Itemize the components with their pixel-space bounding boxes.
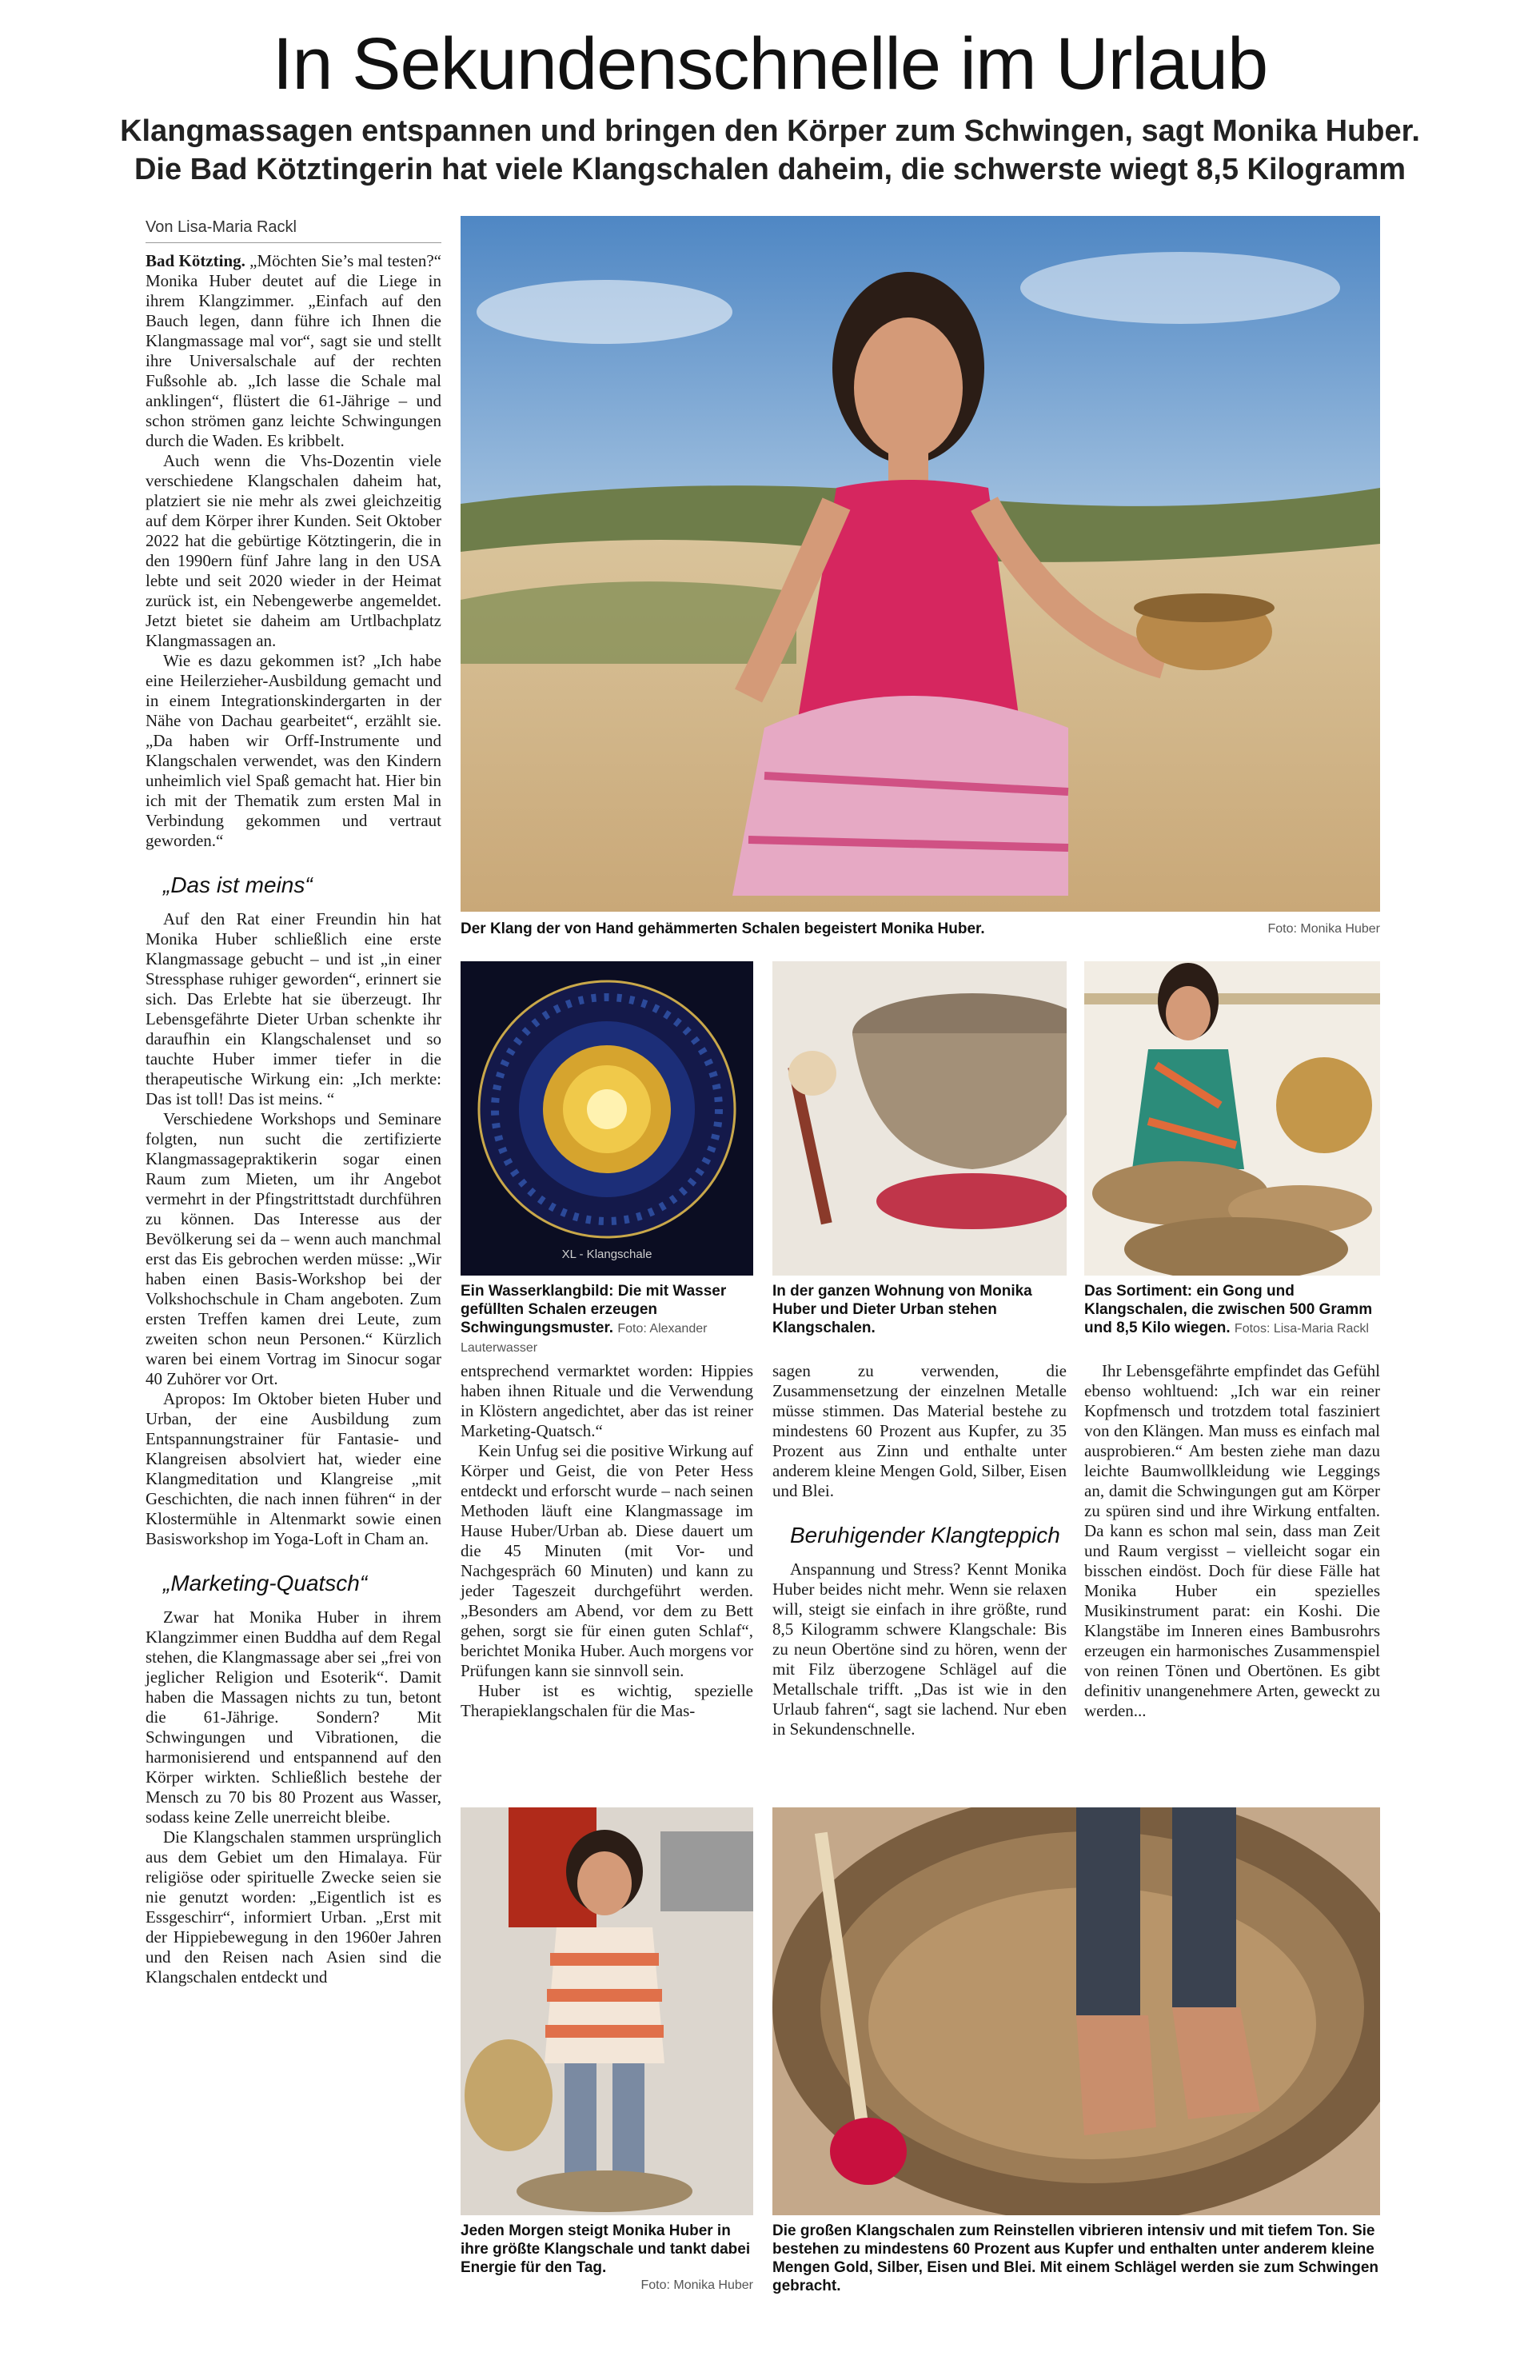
water-sound-image <box>461 961 753 1276</box>
subtitle <box>48 112 1492 189</box>
paragraph: Auch wenn die Vhs-Dozentin viele verschiedene Klangschalen daheim hat, platziert sie nie mehr als zwei gleichzeitig auf dem Körper ihrer Kunden. Seit Oktober 2022 hat die gebürtige Kötztingerin, die in den 1990ern fünf Jahre lang in den USA lebte und seit 2020 wieder in der Heimat zurück ist, ein Nebengewerbe angemeldet. Jetzt bietet sie daheim am Urtlbachplatz Klangmassagen an. <box>146 451 441 650</box>
paragraph: Zwar hat Monika Huber in ihrem Klangzimmer einen Buddha auf dem Regal stehen, die Klangmassage aber sei „frei von jeglicher Religion und Esoterik“. Damit haben die Massagen nichts zu tun, betont die 61-Jährige. Sondern? Mit Schwingungen und Vibrationen, die harmonisierend und entspannend auf den Körper wirkten. Schließlich bestehe der Mensch zu 70 bis 80 Prozent aus Wasser, sodass keine Zelle unerreicht bleibe. <box>146 1607 441 1827</box>
feet-in-bowl-photo <box>772 1807 1380 2215</box>
paragraph: entsprechend vermarktet worden: Hippies haben ihnen Rituale und die Verwendung in Klöstern angedichtet, aber das ist reiner Marketing-Quatsch.“ <box>461 1361 753 1440</box>
apartment-caption: In der ganzen Wohnung von Monika Huber und Dieter Urban stehen Klangschalen. <box>772 1283 1032 1336</box>
assortment-caption: Das Sortiment: ein Gong und Klangschalen, die zwischen 500 Gramm und 8,5 Kilo wiegen. Fotos: Lisa-Maria Rackl <box>1084 1283 1373 1336</box>
byline: Von Lisa-Maria Rackl <box>146 218 441 243</box>
paragraph: Apropos: Im Oktober bieten Huber und Urban, der eine Ausbildung zum Entspannungstrainer für Fantasie- und Klangreisen absolviert hat, wieder eine Klangmeditation und Klangreise „mit Geschichten, die nach innen führen“ in der Klostermühle in Altenmarkt sowie einen Basisworkshop im Yoga-Loft in Cham an. <box>146 1389 441 1548</box>
article-column-1 <box>146 218 441 1987</box>
water-sound-caption: Ein Wasserklangbild: Die mit Wasser gefüllten Schalen erzeugen Schwingungsmuster. Foto: Alexander Lauterwasser <box>461 1283 727 1355</box>
paragraph: Auf den Rat einer Freundin hin hat Monika Huber schließlich eine erste Klangmassage gebucht – und ist „in einer Stressphase ruhiger geworden“, erinnert sie sich. Das Erlebte hat sie überzeugt. Ihr Lebensgefährte Dieter Urban schenkte ihr daraufhin ein Klangschalenset und so tauchte Huber immer tiefer in die therapeutische Wirkung ein: „Ich merkte: Das ist toll! Das ist meins. “ <box>146 909 441 1108</box>
paragraph: Ihr Lebensgefährte empfindet das Gefühl ebenso wohltuend: „Ich war ein reiner Kopfmensch und trotzdem total fasziniert von den Klängen. Man muss es einfach mal ausprobieren.“ Am besten ziehe man dazu leichte Baumwollkleidung wie Leggings an, damit die Schwingungen gut am Körper zu spüren sind und ihre Wirkung entfalten. Da kann es schon mal sein, dass man Zeit und Raum vergisst – vielleicht sogar ein bisschen eindöst. Doch für diese Fälle hat Monika Huber ein spezielles Musikinstrument parat: ein Koshi. Die Klangstäbe im Inneren eines Bambusrohrs erzeugen ein harmonisches Zusammenspiel von reinen Tönen und Obertönen. Es gibt definitiv unangenehmere Arten, geweckt zu werden... <box>1084 1361 1380 1720</box>
morning-credit: Foto: Monika Huber <box>640 2278 753 2292</box>
paragraph: Anspannung und Stress? Kennt Monika Huber beides nicht mehr. Wenn sie relaxen will, steigt sie einfach in ihre größte, rund 8,5 Kilogramm schwere Klangschale: Bis zu neun Obertöne sind zu hören, wenn der mit Filz überzogene Schlägel auf die Metallschale trifft. „Das ist wie in den Urlaub fahren“, sagt sie lachend. Nur eben in Sekundenschnelle. <box>772 1559 1067 1739</box>
paragraph: Kein Unfug sei die positive Wirkung auf Körper und Geist, die von Peter Hess entdeckt und erforscht wurde – nach seinen Methoden läuft eine Klangmassage im Hause Huber/Urban ab. Diese dauert um die 45 Minuten (mit Vor- und Nachgespräch 60 Minuten) und kann zu jeder Tageszeit durchgeführt werden. „Besonders am Abend, vor dem zu Bett gehen, sorgt sie für einen guten Schlaf“, berichtet Monika Huber. Auch morgens vor Prüfungen kann sie sinnvoll sein. <box>461 1441 753 1680</box>
article-column-4 <box>1084 1361 1380 1721</box>
feet-caption: Die großen Klangschalen zum Reinstellen vibrieren intensiv und mit tiefem Ton. Sie bestehen zu mindestens 60 Prozent aus Kupfer und enthalten unter anderem kleine Mengen Gold, Silber, Eisen und Blei. Mit einem Schlägel werden sie zum Schwingen gebracht. <box>772 2222 1379 2294</box>
main-photo-caption: Der Klang der von Hand gehämmerten Schalen begeistert Monika Huber. <box>461 920 985 937</box>
paragraph: sagen zu verwenden, die Zusammensetzung der einzelnen Metalle müsse stimmen. Das Material bestehe zu mindestens 60 Prozent aus Kupfer, zu 35 Prozent aus Zinn und enthalte unter anderem kleine Mengen Gold, Silber, Eisen und Blei. <box>772 1361 1067 1500</box>
morning-bowl-photo <box>461 1807 753 2215</box>
water-sound-credit: Foto: Alexander Lauterwasser <box>461 1322 708 1355</box>
paragraph: Verschiedene Workshops und Seminare folgten, nun sucht die zertifizierte Klangmassagepraktikerin sogar einen Raum zum Mieten, um ihr Angebot vermehrt in der Pfingstrittstadt durchführen zu können. Das Interesse aus der Bevölkerung sei da – wenn auch manchmal erst das Eis gebrochen werden müsse: „Wir haben einen Basis-Workshop bei der Volkshochschule in Cham angeboten. Zum ersten Treffen kamen drei Leute, zum zweiten schon neun Personen.“ Kürzlich waren bei einem Vortrag im Sinocur sogar 40 Zuhörer vor Ort. <box>146 1109 441 1388</box>
morning-caption: Jeden Morgen steigt Monika Huber in ihre größte Klangschale und tankt dabei Energie für den Tag. <box>461 2222 751 2276</box>
paragraph: Die Klangschalen stammen ursprünglich aus dem Gebiet um den Himalaya. Für religiöse oder spirituelle Zwecke seien sie nie genutzt worden: „Eigentlich ist es Essgeschirr“, informiert Urban. „Erst mit der Hippiebewegung in den 1960er Jahren und den Reisen nach Asien sind die Klangschalen entdeckt und <box>146 1827 441 1987</box>
subheading: „Das ist meins“ <box>163 873 313 897</box>
article-column-2 <box>461 1361 753 1721</box>
main-photo <box>461 216 1380 912</box>
paragraph: Bad Kötzting. „Möchten Sie’s mal testen?“ Monika Huber deutet auf die Liege in ihrem Klangzimmer. „Einfach auf den Bauch legen, dann führe ich Ihnen die Klangmassage mal vor“, sagt sie und stellt ihre Universalschale auf der rechten Fußsohle ab. „Ich lasse die Schale mal anklingen“, flüstert die 61-Jährige – und schon strömen ganz leichte Schwingungen durch die Waden. Es kribbelt. <box>146 251 441 450</box>
apartment-bowl-photo <box>772 961 1067 1276</box>
water-sound-label: XL - Klangschale <box>561 1248 652 1261</box>
subheading: Beruhigender Klangteppich <box>790 1523 1060 1547</box>
headline: In Sekundenschnelle im Urlaub <box>272 23 1268 105</box>
subheading: „Marketing-Quatsch“ <box>163 1571 368 1595</box>
main-photo-credit: Foto: Monika Huber <box>1267 922 1380 936</box>
dateline: Bad Kötzting. <box>146 251 245 270</box>
paragraph: Wie es dazu gekommen ist? „Ich habe eine Heilerzieher-Ausbildung gemacht und in einem Integrationskindergarten in der Nähe von Dachau gearbeitet“, erzählt sie. „Da haben wir Orff-Instrumente und Klangschalen verwendet, was den Kindern unheimlich viel Spaß gemacht hat. Hier bin ich mit der Thematik zum ersten Mal in Verbindung gekommen und vertraut geworden.“ <box>146 651 441 850</box>
article-column-3 <box>772 1361 1067 1739</box>
assortment-credit: Fotos: Lisa-Maria Rackl <box>1234 1322 1369 1336</box>
paragraph: Huber ist es wichtig, spezielle Therapieklangschalen für die Mas- <box>461 1681 753 1720</box>
assortment-photo <box>1084 961 1380 1276</box>
subtitle-line-2: Die Bad Kötztingerin hat viele Klangschalen daheim, die schwerste wiegt 8,5 Kilogramm <box>134 153 1406 186</box>
subtitle-line-1: Klangmassagen entspannen und bringen den Körper zum Schwingen, sagt Monika Huber. <box>120 114 1420 148</box>
